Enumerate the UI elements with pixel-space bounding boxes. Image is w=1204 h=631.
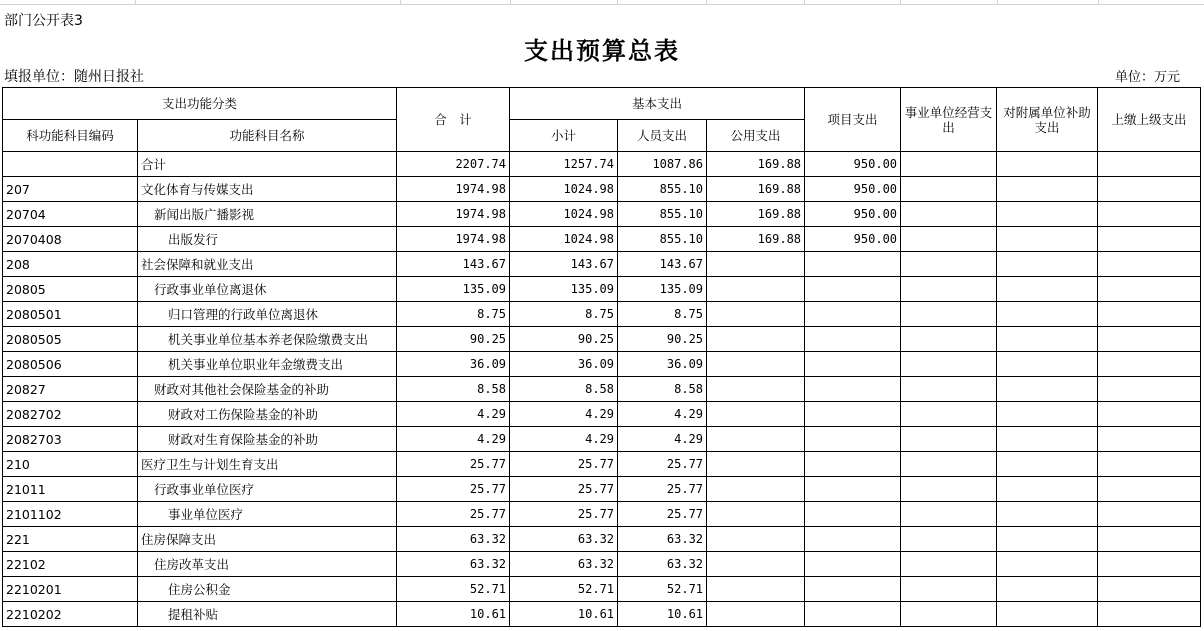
- cell-subtotal[interactable]: 63.32: [510, 527, 618, 552]
- cell-remit[interactable]: [1098, 552, 1201, 577]
- cell-personnel[interactable]: 36.09: [618, 352, 707, 377]
- cell-code[interactable]: 2080501: [3, 302, 138, 327]
- table-row[interactable]: [3, 552, 1201, 577]
- header-func-class: 支出功能分类: [3, 88, 397, 120]
- cell-business[interactable]: [901, 302, 997, 327]
- cell-subsidy[interactable]: [997, 377, 1098, 402]
- cell-subsidy[interactable]: [997, 327, 1098, 352]
- table-row[interactable]: [3, 227, 1201, 252]
- spreadsheet-column-strip: [0, 0, 1204, 5]
- table-row[interactable]: [3, 452, 1201, 477]
- cell-code[interactable]: 2070408: [3, 227, 138, 252]
- cell-total[interactable]: 25.77: [397, 502, 510, 527]
- cell-subsidy[interactable]: [997, 152, 1098, 177]
- cell-personnel[interactable]: 135.09: [618, 277, 707, 302]
- cell-total[interactable]: 90.25: [397, 327, 510, 352]
- cell-project[interactable]: [805, 252, 901, 277]
- table-row[interactable]: [3, 202, 1201, 227]
- cell-business[interactable]: [901, 427, 997, 452]
- cell-project[interactable]: 950.00: [805, 152, 901, 177]
- reporting-unit: 填报单位：随州日报社: [4, 69, 144, 85]
- cell-personnel[interactable]: 25.77: [618, 502, 707, 527]
- cell-remit[interactable]: [1098, 252, 1201, 277]
- cell-code[interactable]: 2082703: [3, 427, 138, 452]
- cell-subtotal[interactable]: 135.09: [510, 277, 618, 302]
- cell-public[interactable]: [707, 327, 805, 352]
- cell-subsidy[interactable]: [997, 352, 1098, 377]
- header-personnel: 人员支出: [618, 120, 707, 152]
- cell-subtotal[interactable]: 1257.74: [510, 152, 618, 177]
- cell-total[interactable]: 135.09: [397, 277, 510, 302]
- cell-name[interactable]: 机关事业单位职业年金缴费支出: [138, 352, 397, 377]
- currency-unit: 单位：万元: [1114, 70, 1180, 85]
- cell-business[interactable]: [901, 227, 997, 252]
- cell-code[interactable]: 2080505: [3, 327, 138, 352]
- cell-total[interactable]: 8.75: [397, 302, 510, 327]
- cell-name[interactable]: 归口管理的行政单位离退休: [138, 302, 397, 327]
- header-total: 合 计: [397, 88, 510, 152]
- cell-code[interactable]: 20805: [3, 277, 138, 302]
- cell-remit[interactable]: [1098, 277, 1201, 302]
- cell-public[interactable]: 169.88: [707, 227, 805, 252]
- cell-project[interactable]: [805, 352, 901, 377]
- cell-public[interactable]: 169.88: [707, 202, 805, 227]
- cell-remit[interactable]: [1098, 177, 1201, 202]
- cell-subtotal[interactable]: 1024.98: [510, 202, 618, 227]
- cell-name[interactable]: 事业单位医疗: [138, 502, 397, 527]
- cell-remit[interactable]: [1098, 202, 1201, 227]
- cell-public[interactable]: [707, 352, 805, 377]
- cell-name[interactable]: 文化体育与传媒支出: [138, 177, 397, 202]
- cell-subtotal[interactable]: 10.61: [510, 602, 618, 627]
- header-remit: 上缴上级支出: [1098, 88, 1201, 152]
- cell-total[interactable]: 25.77: [397, 477, 510, 502]
- header-code: 科功能科目编码: [3, 120, 138, 152]
- cell-personnel[interactable]: 1087.86: [618, 152, 707, 177]
- cell-public[interactable]: [707, 552, 805, 577]
- cell-name[interactable]: 财政对生育保险基金的补助: [138, 427, 397, 452]
- cell-public[interactable]: [707, 527, 805, 552]
- cell-project[interactable]: [805, 502, 901, 527]
- header-subsidy: 对附属单位补助支出: [997, 88, 1098, 152]
- cell-total[interactable]: 1974.98: [397, 227, 510, 252]
- cell-subtotal[interactable]: 25.77: [510, 477, 618, 502]
- cell-project[interactable]: [805, 527, 901, 552]
- cell-personnel[interactable]: 63.32: [618, 552, 707, 577]
- cell-remit[interactable]: [1098, 602, 1201, 627]
- table-row[interactable]: [3, 402, 1201, 427]
- cell-name[interactable]: 合计: [138, 152, 397, 177]
- cell-personnel[interactable]: 143.67: [618, 252, 707, 277]
- cell-subtotal[interactable]: 52.71: [510, 577, 618, 602]
- cell-remit[interactable]: [1098, 152, 1201, 177]
- cell-remit[interactable]: [1098, 402, 1201, 427]
- cell-business[interactable]: [901, 527, 997, 552]
- cell-subsidy[interactable]: [997, 302, 1098, 327]
- cell-project[interactable]: [805, 602, 901, 627]
- table-row[interactable]: [3, 177, 1201, 202]
- cell-project[interactable]: [805, 377, 901, 402]
- cell-total[interactable]: 4.29: [397, 427, 510, 452]
- cell-total[interactable]: 1974.98: [397, 202, 510, 227]
- table-row[interactable]: [3, 477, 1201, 502]
- cell-public[interactable]: [707, 452, 805, 477]
- cell-subsidy[interactable]: [997, 527, 1098, 552]
- cell-public[interactable]: [707, 427, 805, 452]
- cell-project[interactable]: [805, 477, 901, 502]
- cell-business[interactable]: [901, 152, 997, 177]
- sheet-label: 部门公开表3: [4, 13, 83, 29]
- table-row[interactable]: [3, 252, 1201, 277]
- cell-remit[interactable]: [1098, 502, 1201, 527]
- cell-subsidy[interactable]: [997, 502, 1098, 527]
- cell-project[interactable]: [805, 402, 901, 427]
- cell-subtotal[interactable]: 8.75: [510, 302, 618, 327]
- cell-subsidy[interactable]: [997, 277, 1098, 302]
- cell-remit[interactable]: [1098, 527, 1201, 552]
- cell-name[interactable]: 出版发行: [138, 227, 397, 252]
- cell-code[interactable]: 20704: [3, 202, 138, 227]
- cell-subtotal[interactable]: 25.77: [510, 502, 618, 527]
- cell-public[interactable]: [707, 277, 805, 302]
- cell-business[interactable]: [901, 177, 997, 202]
- table-row[interactable]: [3, 377, 1201, 402]
- header-name: 功能科目名称: [138, 120, 397, 152]
- header-project: 项目支出: [805, 88, 901, 152]
- cell-project[interactable]: [805, 277, 901, 302]
- cell-public[interactable]: [707, 602, 805, 627]
- cell-subsidy[interactable]: [997, 177, 1098, 202]
- cell-subtotal[interactable]: 8.58: [510, 377, 618, 402]
- cell-business[interactable]: [901, 352, 997, 377]
- cell-subtotal[interactable]: 63.32: [510, 552, 618, 577]
- cell-name[interactable]: 提租补贴: [138, 602, 397, 627]
- cell-public[interactable]: [707, 402, 805, 427]
- cell-name[interactable]: 新闻出版广播影视: [138, 202, 397, 227]
- cell-project[interactable]: [805, 327, 901, 352]
- cell-project[interactable]: [805, 452, 901, 477]
- table-row[interactable]: [3, 577, 1201, 602]
- cell-total[interactable]: 1974.98: [397, 177, 510, 202]
- cell-project[interactable]: 950.00: [805, 202, 901, 227]
- cell-personnel[interactable]: 855.10: [618, 227, 707, 252]
- page-title: 支出预算总表: [524, 36, 680, 65]
- cell-remit[interactable]: [1098, 302, 1201, 327]
- cell-business[interactable]: [901, 477, 997, 502]
- cell-personnel[interactable]: 855.10: [618, 202, 707, 227]
- cell-code[interactable]: 20827: [3, 377, 138, 402]
- header-subtotal: 小计: [510, 120, 618, 152]
- cell-total[interactable]: 10.61: [397, 602, 510, 627]
- cell-total[interactable]: 143.67: [397, 252, 510, 277]
- cell-public[interactable]: [707, 377, 805, 402]
- table-row[interactable]: [3, 327, 1201, 352]
- cell-name[interactable]: 住房公积金: [138, 577, 397, 602]
- cell-name[interactable]: 医疗卫生与计划生育支出: [138, 452, 397, 477]
- cell-code[interactable]: 2210202: [3, 602, 138, 627]
- cell-code[interactable]: 210: [3, 452, 138, 477]
- cell-name[interactable]: 财政对其他社会保险基金的补助: [138, 377, 397, 402]
- header-basic: 基本支出: [510, 88, 805, 120]
- cell-personnel[interactable]: 8.58: [618, 377, 707, 402]
- cell-name[interactable]: 社会保障和就业支出: [138, 252, 397, 277]
- cell-public[interactable]: 169.88: [707, 177, 805, 202]
- cell-total[interactable]: 25.77: [397, 452, 510, 477]
- cell-personnel[interactable]: 25.77: [618, 452, 707, 477]
- cell-personnel[interactable]: 52.71: [618, 577, 707, 602]
- cell-subsidy[interactable]: [997, 227, 1098, 252]
- cell-subsidy[interactable]: [997, 602, 1098, 627]
- cell-total[interactable]: 36.09: [397, 352, 510, 377]
- cell-business[interactable]: [901, 327, 997, 352]
- table-row[interactable]: [3, 352, 1201, 377]
- cell-public[interactable]: [707, 302, 805, 327]
- cell-business[interactable]: [901, 452, 997, 477]
- cell-total[interactable]: 63.32: [397, 552, 510, 577]
- cell-code[interactable]: 221: [3, 527, 138, 552]
- cell-subsidy[interactable]: [997, 252, 1098, 277]
- cell-code[interactable]: [3, 152, 138, 177]
- cell-subtotal[interactable]: 1024.98: [510, 227, 618, 252]
- cell-code[interactable]: 208: [3, 252, 138, 277]
- cell-subtotal[interactable]: 4.29: [510, 402, 618, 427]
- cell-total[interactable]: 8.58: [397, 377, 510, 402]
- cell-total[interactable]: 63.32: [397, 527, 510, 552]
- table-row[interactable]: [3, 427, 1201, 452]
- cell-public[interactable]: 169.88: [707, 152, 805, 177]
- cell-remit[interactable]: [1098, 477, 1201, 502]
- cell-project[interactable]: [805, 577, 901, 602]
- cell-subtotal[interactable]: 143.67: [510, 252, 618, 277]
- table-row[interactable]: [3, 277, 1201, 302]
- cell-business[interactable]: [901, 552, 997, 577]
- cell-personnel[interactable]: 10.61: [618, 602, 707, 627]
- cell-business[interactable]: [901, 502, 997, 527]
- cell-remit[interactable]: [1098, 452, 1201, 477]
- table-row[interactable]: [3, 602, 1201, 627]
- cell-code[interactable]: 2210201: [3, 577, 138, 602]
- cell-remit[interactable]: [1098, 327, 1201, 352]
- cell-subsidy[interactable]: [997, 577, 1098, 602]
- cell-project[interactable]: 950.00: [805, 227, 901, 252]
- cell-business[interactable]: [901, 252, 997, 277]
- cell-subsidy[interactable]: [997, 427, 1098, 452]
- cell-business[interactable]: [901, 402, 997, 427]
- cell-public[interactable]: [707, 577, 805, 602]
- cell-subtotal[interactable]: 90.25: [510, 327, 618, 352]
- cell-business[interactable]: [901, 202, 997, 227]
- cell-personnel[interactable]: 63.32: [618, 527, 707, 552]
- cell-name[interactable]: 住房保障支出: [138, 527, 397, 552]
- table-row[interactable]: [3, 302, 1201, 327]
- cell-subsidy[interactable]: [997, 477, 1098, 502]
- cell-subtotal[interactable]: 4.29: [510, 427, 618, 452]
- cell-subtotal[interactable]: 1024.98: [510, 177, 618, 202]
- cell-personnel[interactable]: 90.25: [618, 327, 707, 352]
- cell-code[interactable]: 2082702: [3, 402, 138, 427]
- cell-remit[interactable]: [1098, 377, 1201, 402]
- cell-name[interactable]: 机关事业单位基本养老保险缴费支出: [138, 327, 397, 352]
- cell-business[interactable]: [901, 277, 997, 302]
- table-row[interactable]: [3, 152, 1201, 177]
- cell-project[interactable]: [805, 302, 901, 327]
- cell-public[interactable]: [707, 502, 805, 527]
- cell-business[interactable]: [901, 602, 997, 627]
- cell-subsidy[interactable]: [997, 552, 1098, 577]
- cell-subsidy[interactable]: [997, 402, 1098, 427]
- cell-code[interactable]: 22102: [3, 552, 138, 577]
- cell-code[interactable]: 2101102: [3, 502, 138, 527]
- table-row[interactable]: [3, 527, 1201, 552]
- budget-table: [2, 87, 1201, 627]
- cell-remit[interactable]: [1098, 427, 1201, 452]
- cell-personnel[interactable]: 4.29: [618, 427, 707, 452]
- cell-total[interactable]: 4.29: [397, 402, 510, 427]
- cell-project[interactable]: 950.00: [805, 177, 901, 202]
- cell-remit[interactable]: [1098, 352, 1201, 377]
- cell-personnel[interactable]: 8.75: [618, 302, 707, 327]
- cell-project[interactable]: [805, 552, 901, 577]
- cell-business[interactable]: [901, 377, 997, 402]
- header-business: 事业单位经营支出: [901, 88, 997, 152]
- cell-remit[interactable]: [1098, 227, 1201, 252]
- cell-project[interactable]: [805, 427, 901, 452]
- cell-code[interactable]: 207: [3, 177, 138, 202]
- cell-public[interactable]: [707, 477, 805, 502]
- cell-name[interactable]: 财政对工伤保险基金的补助: [138, 402, 397, 427]
- table-row[interactable]: [3, 502, 1201, 527]
- cell-personnel[interactable]: 4.29: [618, 402, 707, 427]
- cell-public[interactable]: [707, 252, 805, 277]
- cell-code[interactable]: 21011: [3, 477, 138, 502]
- cell-remit[interactable]: [1098, 577, 1201, 602]
- cell-total[interactable]: 2207.74: [397, 152, 510, 177]
- cell-personnel[interactable]: 25.77: [618, 477, 707, 502]
- cell-personnel[interactable]: 855.10: [618, 177, 707, 202]
- cell-name[interactable]: 住房改革支出: [138, 552, 397, 577]
- cell-subsidy[interactable]: [997, 202, 1098, 227]
- cell-name[interactable]: 行政事业单位医疗: [138, 477, 397, 502]
- header-public: 公用支出: [707, 120, 805, 152]
- cell-subsidy[interactable]: [997, 452, 1098, 477]
- cell-name[interactable]: 行政事业单位离退休: [138, 277, 397, 302]
- cell-subtotal[interactable]: 36.09: [510, 352, 618, 377]
- cell-subtotal[interactable]: 25.77: [510, 452, 618, 477]
- cell-total[interactable]: 52.71: [397, 577, 510, 602]
- cell-business[interactable]: [901, 577, 997, 602]
- cell-code[interactable]: 2080506: [3, 352, 138, 377]
